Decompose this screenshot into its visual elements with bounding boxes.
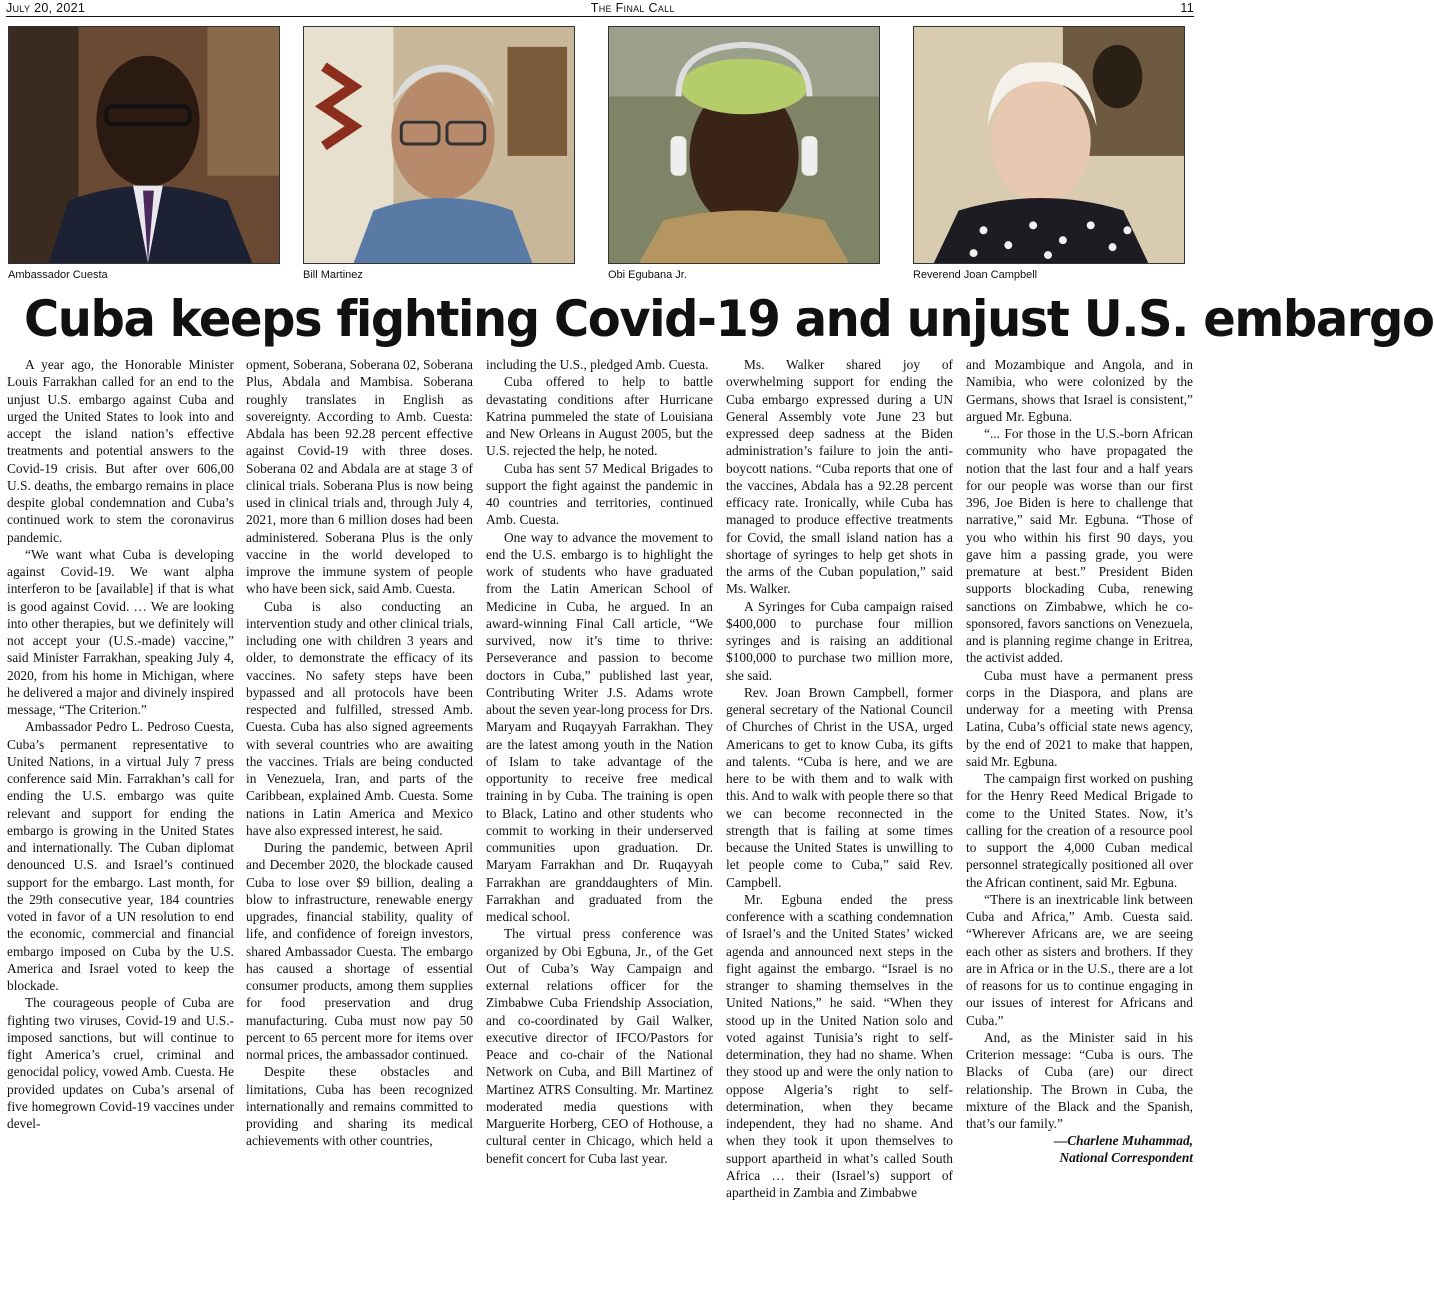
paragraph: Cuba is also conducting an intervention study and other clinical trials, including one with children 3 years and older, to demonstrate the efficacy of its vaccines. No safety steps have been bypassed and all protocols have been respected and fulfilled, stressed Amb. Cuesta. Cuba has also signed agreements with several countries who are awaiting the vaccines. Trials are being conducted in Venezuela, Iran, and parts of the Caribbean, explained Amb. Cuesta. Some nations in Latin America and Mexico have also expressed interest, he said. xyxy=(246,598,473,838)
photo-strip xyxy=(0,26,1200,288)
paragraph: “... For those in the U.S.-born African community who have propagated the notion that the last four and a half years for our people was worse than our first 396, Joe Biden is here to challenge that narrative,” said Mr. Egbuna. “Those of you who within his first 90 days, you gave him a passing grade, you were premature at best.” President Biden supports blockading Cuba, renewing sanctions on Zimbabwe, which he co-sponsored, favors sanctions on Venezuela, and is planning regime change in Eritrea, the activist added. xyxy=(966,426,1193,666)
person-photo-icon xyxy=(8,26,280,264)
paragraph: And, as the Minister said in his Criterion message: “Cuba is ours. The Blacks of Cuba (are) our direct relationship. The Brown in Cuba, the mixture of the Black and the Spanish, that’s our family.” xyxy=(966,1029,1193,1131)
byline-title: National Correspondent xyxy=(1059,1150,1193,1166)
paragraph: The courageous people of Cuba are fighting two viruses, Covid-19 and U.S.-imposed sanctions, but will continue to fight America’s cruel, criminal and genocidal policy, vowed Amb. Cuesta. He provided updates on Cuba’s arsenal of five homegrown Covid-19 vaccines under devel- xyxy=(7,995,234,1131)
photo-caption: Reverend Joan Campbell xyxy=(913,269,1038,281)
article-column-5 xyxy=(966,356,1193,1296)
person-photo-icon xyxy=(608,26,880,264)
paragraph: The campaign first worked on pushing for the Henry Reed Medical Brigade to come to the United States. Now, it’s calling for the creation of a resource pool to support the 4,000 Cuban medical personnel strategically positioned all over the African continent, said Mr. Egbuna. xyxy=(966,771,1193,890)
paragraph: “There is an inextricable link between Cuba and Africa,” Amb. Cuesta said. “Wherever Africans are, we are seeing each other as sisters and brothers. If they are in Africa or in the U.S., there are a lot of reasons for us to continue engaging in our issues of interest for Africans and Cuba.” xyxy=(966,891,1193,1028)
paragraph: A Syringes for Cuba campaign raised $400,000 to purchase four million syringes and is raising an additional $100,000 to purchase two million more, she said. xyxy=(726,598,953,683)
person-photo-icon xyxy=(913,26,1185,264)
article-body xyxy=(7,356,1193,1296)
paragraph: Cuba offered to help to battle devastating conditions after Hurricane Katrina pummeled the state of Louisiana and New Orleans in August 2005, but the U.S. rejected the help, he noted. xyxy=(486,374,713,459)
paragraph: Rev. Joan Brown Campbell, former general secretary of the National Council of Churches of Christ in the USA, urged Americans to get to know Cuba, its gifts and talents. “Cuba is here, and we are here to be with them and to walk with this. And to walk with people there so that we can become reconnected in the strength that is failing at some times because the United States is unwilling to let people come to Cuba,” said Rev. Campbell. xyxy=(726,684,953,890)
article-column-1 xyxy=(7,356,234,1296)
paragraph: including the U.S., pledged Amb. Cuesta. xyxy=(486,357,709,372)
person-photo-icon xyxy=(303,26,575,264)
paragraph: Despite these obstacles and limitations, Cuba has been recognized internationally and remains committed to providing and sharing its medical achievements with other countries, xyxy=(246,1064,473,1149)
paragraph: During the pandemic, between April and December 2020, the blockade caused Cuba to lose over $9 billion, dealing a blow to infrastructure, renewable energy upgrades, financial stability, quality of life, and confidence of foreign investors, shared Ambassador Cuesta. The embargo has caused a shortage of essential consumer products, among them supplies for food preservation and drug manufacturing. Cuba must now pay 50 percent to 65 percent more for items over normal prices, the ambassador continued. xyxy=(246,840,473,1062)
article-column-2 xyxy=(246,356,473,1296)
paragraph: The virtual press conference was organized by Obi Egbuna, Jr., of the Get Out of Cuba’s Way Campaign and external relations officer for the Zimbabwe Cuba Friendship Association, and co-coordinated by Gail Walker, executive director of IFCO/Pastors for Peace and co-chair of the National Network on Cuba, and Bill Martinez of Martinez ATRS Consulting. Mr. Martinez moderated media questions with Marguerite Horberg, CEO of Hothouse, a cultural center in Chicago, which held a benefit concert for Cuba last year. xyxy=(486,926,713,1166)
paragraph: A year ago, the Honorable Minister Louis Farrakhan called for an end to the unjust U.S. embargo against Cuba and urged the United States to look into and accept the island nation’s effective treatments and potential answers to the Covid-19 crisis. But after over 606,00 U.S. deaths, the embargo remains in place despite global condemnation and Cuba’s continued work to stem the coronavirus pandemic. xyxy=(7,357,234,545)
photo-caption: Ambassador Cuesta xyxy=(8,269,108,281)
issue-date: July 20, 2021 xyxy=(6,1,86,15)
photo-caption: Bill Martinez xyxy=(303,269,363,281)
byline-name: —Charlene Muhammad, xyxy=(1053,1133,1193,1149)
photo-caption: Obi Egubana Jr. xyxy=(608,269,687,281)
paragraph: Cuba has sent 57 Medical Brigades to support the fight against the pandemic in 40 countries and territories, continued Amb. Cuesta. xyxy=(486,460,713,528)
paragraph: Cuba must have a permanent press corps in the Diaspora, and plans are underway for a meeting with Prensa Latina, Cuba’s official state news agency, by the end of 2021 to make that happen, said Mr. Egbuna. xyxy=(966,667,1193,769)
paragraph: and Mozambique and Angola, and in Namibia, who were colonized by the Germans, shows that Israel is consistent,” argued Mr. Egbuna. xyxy=(966,357,1193,424)
paragraph: One way to advance the movement to end the U.S. embargo is to highlight the work of students who have graduated from the Latin American School of Medicine in Cuba, he argued. In an award-winning Final Call article, “We survived, now it’s time to thrive: Perseverance and passion to become doctors in Cuba,” published last year, Contributing Writer J.S. Adams wrote about the seven year-long process for Drs. Maryam and Ruqayyah Farrakhan. They are the latest among youth in the Nation of Islam to take advantage of the opportunity to receive free medical training in by Cuba. The training is open to Black, Latino and other students who commit to working in their underserved communities upon graduation. Dr. Maryam Farrakhan and Dr. Ruqayyah Farrakhan are granddaughters of Min. Farrakhan and graduated from the medical school. xyxy=(486,529,713,924)
page-number: 11 xyxy=(1180,1,1194,15)
paragraph: “We want what Cuba is developing against Covid-19. We want alpha interferon to be [available] if that is what is good against Covid. … We are looking into other therapies, but we definitely will not accept your (U.S.-made) vaccine,” said Minister Farrakhan, speaking July 4, 2020, from his home in Michigan, where he delivered a major and divinely inspired message, “The Criterion.” xyxy=(7,546,234,717)
paragraph: Ambassador Pedro L. Pedroso Cuesta, Cuba’s permanent representative to United Nations, in a virtual July 7 press conference said Min. Farrakhan’s call for ending the U.S. embargo was quite relevant and support for ending the embargo is growing in the United States and internationally. The Cuban diplomat denounced U.S. and Israel’s continued support for the embargo. Last month, for the 29th consecutive year, 184 countries voted in favor of a UN resolution to end the economic, commercial and financial embargo imposed on Cuba by the U.S. America and Israel voted to keep the blockade. xyxy=(7,719,234,993)
article-column-4 xyxy=(726,356,953,1296)
paragraph: Mr. Egbuna ended the press conference with a scathing condemnation of Israel’s and the United States’ wicked agenda and announced next steps in the fight against the embargo. “Israel is no stranger to shaming themselves in the United Nations,” he said. “When they stood up in the United Nation solo and voted against Tunisia’s right to self-determination, they had no shame. When they stood up and were the only nation to oppose Algeria’s right to self-determination, when they became independent, they had no shame. And when they took it upon themselves to support apartheid in what’s called South Africa … their (Israel’s) support of apartheid in Zambia and Zimbabwe xyxy=(726,891,953,1200)
paragraph: opment, Soberana, Soberana 02, Soberana Plus, Abdala and Mambisa. Soberana roughly translates in English as sovereignty. According to Amb. Cuesta: Abdala has been 92.28 percent effective against Covid-19 with three doses. Soberana 02 and Abdala are at stage 3 of clinical trials. Soberana Plus is now being used in clinical trials and, through July 4, 2021, more than 6 million doses had been administered. Soberana Plus is the only vaccine in the world developed to improve the immune system of people who have been sick, said Amb. Cuesta. xyxy=(246,357,473,597)
paper-name: The Final Call xyxy=(590,1,675,15)
headline: Cuba keeps fighting Covid-19 and unjust U.S. embargo xyxy=(24,290,1434,348)
article-column-3 xyxy=(486,356,713,1296)
paragraph: Ms. Walker shared joy of overwhelming support for ending the Cuba embargo expressed during a UN General Assembly vote June 23 but expressed deep sadness at the Biden administration’s failure to join the anti-boycott nations. “Cuba reports that one of the vaccines, Abdala has a 92.28 percent efficacy rate. Ironically, while Cuba has managed to produce effective treatments for Covid, the small island nation has a shortage of syringes to help get shots in the arms of the Cuban population,” said Ms. Walker. xyxy=(726,357,953,597)
page-header xyxy=(6,0,1194,17)
